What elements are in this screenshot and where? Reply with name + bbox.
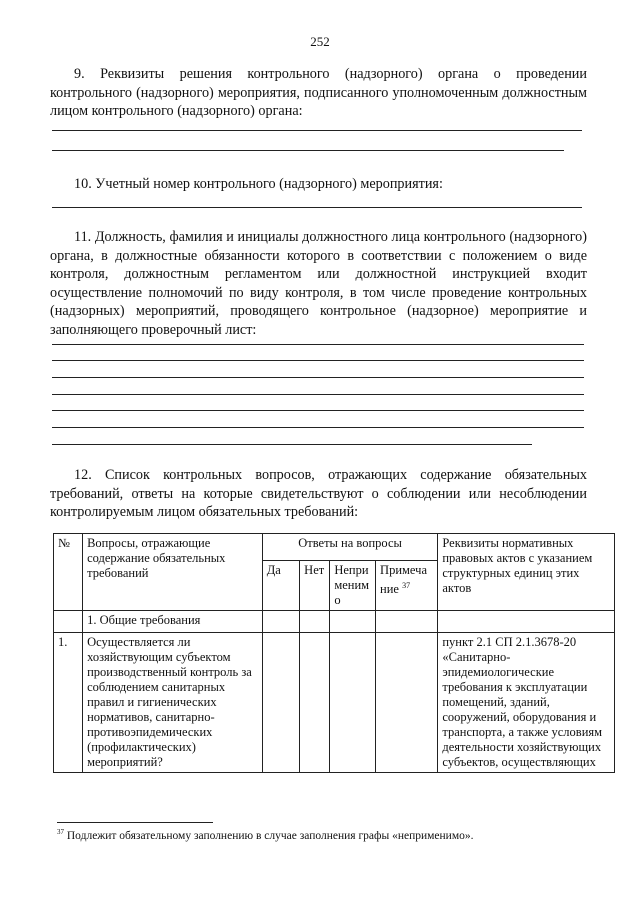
col-header-questions: Вопросы, отражающие содержание обязательных требований (83, 534, 263, 611)
col-header-answers: Ответы на вопросы (262, 534, 438, 561)
fill-line[interactable] (52, 360, 584, 361)
col-header-note: Примечание $^{37}$ (376, 561, 438, 611)
col-header-number: № (54, 534, 83, 611)
footnote-divider (57, 822, 213, 823)
fill-line[interactable] (52, 444, 532, 445)
item-10-text: 10. Учетный номер контрольного (надзорного) мероприятия: (74, 176, 443, 192)
answer-not-applicable-cell[interactable] (330, 633, 376, 773)
row-number: 1. (54, 633, 83, 773)
fill-line[interactable] (52, 130, 582, 131)
item-9-text: 9. Реквизиты решения контрольного (надзорного) органа о проведении контрольного (надзорного) мероприятия, подписанного уполномоченным должностным лицом контрольного (надзорного) органа: (50, 66, 587, 119)
item-11-text: 11. Должность, фамилия и инициалы должностного лица контрольного (надзорного) органа, в должностные обязанности которого в соответствии с положением о виде контроля, должностным регламентом или должностной инструкцией входит осуществление полномочий по виду контроля, в том числе проведение контрольных (надзорных) мероприятий, проводящего контрольное (надзорное) мероприятие и заполняющего проверочный лист: (50, 229, 587, 338)
fill-line[interactable] (52, 410, 584, 411)
row-question: Осуществляется ли хозяйствующим субъектом производственный контроль за соблюдением санитарных правил и гигиенических нормативов, санитарно-противоэпидемических (профилактических) мероприятий? (83, 633, 263, 773)
answer-cell[interactable] (376, 611, 438, 633)
section-title: 1. Общие требования (83, 611, 263, 633)
col-header-not-applicable: Неприменимо (330, 561, 376, 611)
fill-line[interactable] (52, 207, 582, 208)
fill-line[interactable] (52, 394, 584, 395)
col-header-requisites: Реквизиты нормативных правовых актов с указанием структурных единиц этих актов (438, 534, 615, 611)
note-cell[interactable] (376, 633, 438, 773)
answer-no-cell[interactable] (300, 633, 330, 773)
footnote-ref: 37 (402, 581, 411, 590)
fill-line[interactable] (52, 150, 564, 151)
table-row (54, 633, 615, 773)
section-number-cell (54, 611, 83, 633)
page-number: 252 (310, 34, 330, 49)
row-reference: пункт 2.1 СП 2.1.3678-20 «Санитарно-эпидемиологические требования к эксплуатации помещений, зданий, сооружений, оборудования и транспорта, а также условиям деятельности хозяйствующих субъектов, осуществляющих (438, 633, 615, 773)
fill-line[interactable] (52, 427, 584, 428)
answer-cell[interactable] (262, 611, 299, 633)
requisites-cell (438, 611, 615, 633)
checklist-table (53, 533, 615, 773)
answer-cell[interactable] (300, 611, 330, 633)
footnote: $^{37}$ Подлежит обязательному заполнению в случае заполнения графы «неприменимо». (57, 828, 474, 842)
col-header-yes: Да (262, 561, 299, 611)
fill-line[interactable] (52, 344, 584, 345)
fill-line[interactable] (52, 377, 584, 378)
answer-yes-cell[interactable] (262, 633, 299, 773)
item-12-text: 12. Список контрольных вопросов, отражающих содержание обязательных требований, ответы на которые свидетельствуют о соблюдении или несоблюдении контролируемым лицом обязательных требований: (50, 467, 587, 520)
col-header-no: Нет (300, 561, 330, 611)
answer-cell[interactable] (330, 611, 376, 633)
